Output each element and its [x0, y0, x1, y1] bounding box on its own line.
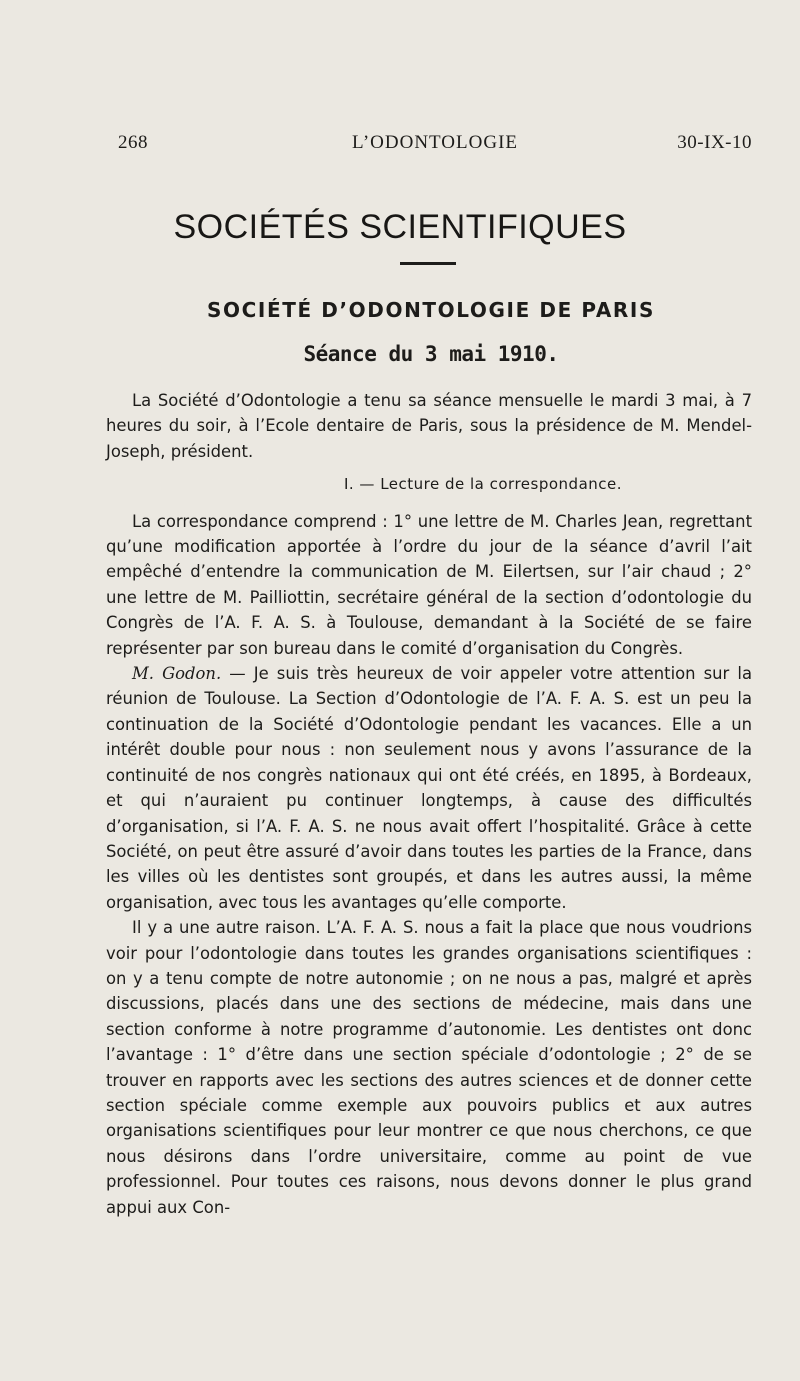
- running-head: [118, 132, 752, 158]
- title-divider: [400, 262, 456, 265]
- seance-heading: Séance du 3 mai 1910.: [303, 342, 559, 366]
- rubric-heading: I. — Lecture de la correspondance.: [343, 475, 623, 494]
- godon-paragraph: [106, 661, 752, 915]
- body-text: [106, 388, 752, 1220]
- issue-date: 30-IX-10: [677, 132, 752, 153]
- intro-paragraph: La Société d’Odontologie a tenu sa séance mensuelle le mardi 3 mai, à 7 heures du soir, à l’Ecole dentaire de Paris, sous la présidence de M. Mendel-Joseph, président.: [106, 391, 752, 461]
- autre-raison-paragraph: Il y a une autre raison. L’A. F. A. S. nous a fait la place que nous voudrions voir pour l’odontologie dans toutes les grandes organisations scientifiques : on y a tenu compte de notre autonomie ; on ne nous a pas, malgré et après discussions, placés dans une des sections de médecine, mais dans une section conforme à notre programme d’autonomie. Les dentistes ont donc l’avantage : 1° d’être dans une section spéciale d’odontologie ; 2° de se trouver en rapports avec les sections des autres sciences et de donner cette section spéciale comme exemple aux pouvoirs publics et aux autres organisations scientifiques pour leur montrer ce que nous cherchons, ce que nous désirons dans l’ordre universitaire, comme au point de vue professionnel. Pour toutes ces raisons, nous devons donner le plus grand appui aux Con-: [106, 918, 752, 1217]
- section-title: SOCIÉTÉ D’ODONTOLOGIE DE PARIS: [207, 298, 655, 322]
- godon-text: — Je suis très heureux de voir appeler votre attention sur la réunion de Toulouse. La Section d’Odontologie de l’A. F. A. S. est un peu la continuation de la Société d’Odontologie pendant les vacances. Elle a un intérêt double pour nous : non seulement nous y avons l’assurance de la continuité de nos congrès nationaux qui ont été créés, en 1895, à Bordeaux, et qui n’auraient pu continuer longtemps, à cause des difficultés d’organisation, si l’A. F. A. S. ne nous avait offert l’hospitalité. Grâce à cette Société, on peut être assuré d’avoir dans toutes les parties de la France, dans les villes où les dentistes sont groupés, et dans les autres aussi, la même organisation, avec tous les avantages qu’elle comporte.: [106, 664, 752, 912]
- main-title: SOCIÉTÉS SCIENTIFIQUES: [173, 208, 627, 246]
- correspondance-paragraph: La correspondance comprend : 1° une lettre de M. Charles Jean, regrettant qu’une modification apportée à l’ordre du jour de la séance d’avril l’ait empêché d’entendre la communication de M. Eilertsen, sur l’air chaud ; 2° une lettre de M. Pailliottin, secrétaire général de la section d’odontologie du Congrès de l’A. F. A. S. à Toulouse, demandant à la Société de se faire représenter par son bureau dans le comité d’organisation du Congrès.: [106, 511, 752, 658]
- journal-title: L’ODONTOLOGIE: [351, 132, 519, 153]
- page-number: 268: [118, 132, 148, 153]
- speaker-name: M. Godon.: [132, 664, 222, 684]
